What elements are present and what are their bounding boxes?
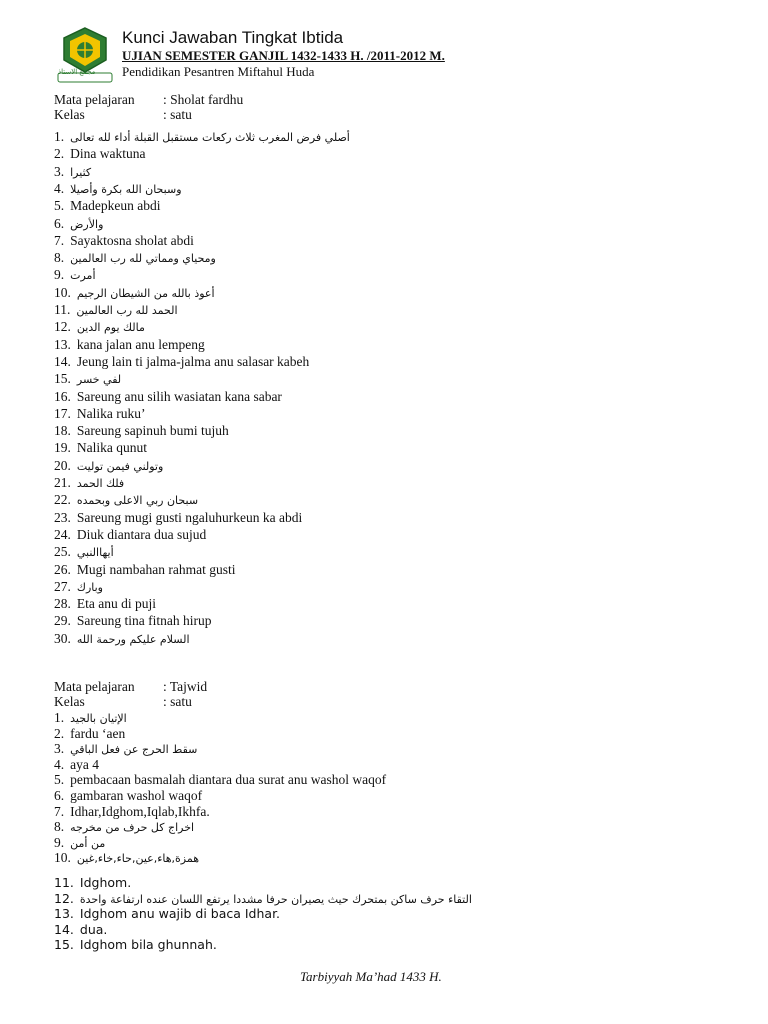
item-number: 11.: [54, 302, 71, 317]
item-number: 24.: [54, 526, 71, 542]
item-number: 1.: [54, 710, 65, 725]
item-answer: Eta anu di puji: [76, 596, 156, 612]
item-answer: aya 4: [70, 756, 99, 772]
item-answer: الإتيان بالجيد: [70, 712, 127, 725]
item-answer: pembacaan basmalah diantara dua surat anu washol waqof: [70, 772, 387, 788]
item-answer: gambaran washol waqof: [70, 788, 203, 803]
class-value: : satu: [163, 107, 192, 122]
item-answer: أيهاالنبي: [76, 546, 114, 560]
list-item: [54, 266, 96, 283]
item-answer: التقاء حرف ساكن بمتحرك حيث يصيران حرفا مشددا يرتفع اللسان عنده ارتفاعة واحدة: [79, 892, 472, 906]
list-item: [54, 612, 211, 629]
list-item: [54, 388, 282, 405]
item-number: 7.: [54, 803, 65, 819]
list-item: [54, 921, 107, 938]
list-item: [54, 834, 105, 851]
item-answer: Nalika ruku’: [76, 405, 146, 421]
item-answer: وتولني فيمن توليت: [76, 459, 164, 473]
list-item: [54, 740, 197, 757]
list-item: [54, 543, 114, 560]
list-item: [54, 197, 160, 214]
item-answer: والأرض: [70, 217, 104, 231]
item-number: 2.: [54, 146, 65, 162]
item-number: 12.: [54, 319, 71, 335]
list-item: [54, 890, 472, 907]
item-number: 4.: [54, 756, 65, 772]
item-answer: سقط الحرج عن فعل الباقي: [70, 743, 198, 757]
list-item: [54, 905, 280, 922]
school-name: Pendidikan Pesantren Miftahul Huda: [122, 64, 315, 79]
item-answer: kana jalan anu lempeng: [76, 336, 205, 352]
list-item: [54, 318, 145, 335]
item-answer: وسبحان الله بكرة وأصيلا: [70, 182, 182, 196]
item-answer: Idghom anu wajib di baca Idhar.: [79, 906, 281, 922]
item-number: 28.: [54, 596, 71, 612]
item-answer: Sareung mugi gusti ngaluhurkeun ka abdi: [76, 509, 303, 525]
item-answer: fardu ‘aen: [70, 725, 126, 741]
class-label: Kelas: [54, 107, 85, 122]
item-number: 13.: [54, 336, 71, 352]
item-answer: Diuk diantara dua sujud: [76, 526, 207, 542]
list-item: [54, 756, 99, 773]
item-number: 22.: [54, 492, 71, 508]
item-number: 17.: [54, 405, 71, 421]
item-number: 7.: [54, 232, 65, 248]
item-answer: Jeung lain ti jalma-jalma anu salasar kabeh: [76, 353, 310, 369]
item-answer: Idghom.: [79, 875, 132, 890]
item-number: 21.: [54, 475, 71, 490]
list-item: [54, 128, 350, 145]
list-item: [54, 422, 229, 439]
item-answer: كثيرا: [70, 165, 92, 179]
item-number: 8.: [54, 819, 65, 835]
item-number: 4.: [54, 180, 65, 196]
list-item: [54, 232, 194, 249]
item-answer: ومحياي ومماتي لله رب العالمين: [70, 252, 216, 266]
item-number: 6.: [54, 788, 65, 803]
list-item: [54, 578, 103, 595]
class-value-2: : satu: [163, 694, 192, 709]
item-number: 9.: [54, 267, 65, 283]
list-item: [54, 474, 124, 491]
class-label-2: Kelas: [54, 694, 85, 709]
list-item: [54, 874, 131, 891]
list-item: [54, 491, 198, 508]
item-number: 3.: [54, 163, 65, 179]
list-item: [54, 630, 190, 647]
item-answer: الحمد لله رب العالمين: [76, 304, 178, 317]
item-answer: سبحان ربي الاعلى وبحمده: [76, 494, 199, 508]
item-number: 26.: [54, 561, 71, 577]
list-item: [54, 370, 121, 387]
item-number: 16.: [54, 388, 71, 404]
list-item: [54, 803, 210, 820]
item-number: 14.: [54, 921, 74, 937]
list-item: [54, 215, 103, 232]
item-number: 12.: [54, 890, 74, 906]
item-number: 18.: [54, 423, 71, 439]
item-answer: السلام عليكم ورحمة الله: [76, 632, 190, 646]
item-answer: اخراج كل حرف من مخرجه: [70, 821, 195, 835]
item-number: 13.: [54, 906, 74, 922]
list-item: [54, 709, 127, 726]
list-item: [54, 439, 147, 456]
list-item: [54, 249, 216, 266]
item-answer: Sareung tina fitnah hirup: [76, 613, 212, 629]
item-number: 3.: [54, 741, 65, 757]
item-number: 14.: [54, 353, 71, 369]
subject-value-2: : Tajwid: [163, 679, 208, 694]
item-number: 8.: [54, 250, 65, 266]
list-item: [54, 353, 309, 370]
item-number: 1.: [54, 129, 65, 144]
list-item: [54, 818, 194, 835]
item-answer: همزة,هاء,عين,حاء,خاء,غين: [76, 852, 200, 866]
item-answer: Dina waktuna: [70, 146, 146, 162]
list-item: [54, 336, 205, 353]
item-answer: Sayaktosna sholat abdi: [70, 232, 194, 248]
subject-label-2: Mata pelajaran: [54, 679, 135, 694]
item-number: 9.: [54, 834, 65, 850]
list-item: [54, 526, 206, 543]
item-answer: أمرت: [70, 269, 96, 283]
item-number: 19.: [54, 440, 71, 456]
item-answer: dua.: [79, 921, 108, 937]
list-item: [54, 145, 145, 162]
item-answer: فلك الحمد: [76, 477, 125, 490]
item-answer: Mugi nambahan rahmat gusti: [76, 561, 236, 577]
item-answer: أعوذ بالله من الشيطان الرجيم: [76, 286, 215, 300]
list-item: [54, 725, 125, 742]
item-answer: Idghom bila ghunnah.: [79, 937, 217, 953]
item-answer: Madepkeun abdi: [70, 198, 161, 214]
list-item: [54, 561, 235, 578]
item-answer: لفي خسر: [76, 373, 122, 387]
list-item: [54, 301, 178, 318]
item-number: 29.: [54, 613, 71, 629]
list-item: [54, 936, 217, 953]
logo-caption: مجمع الاستاذ: [58, 68, 96, 76]
page-title: Kunci Jawaban Tingkat Ibtida: [122, 28, 344, 47]
item-answer: أصلي فرض المغرب ثلاث ركعات مستقبل القبلة أداء لله تعالى: [70, 131, 350, 144]
item-number: 27.: [54, 578, 71, 594]
item-number: 2.: [54, 725, 65, 741]
item-answer: Nalika qunut: [76, 440, 147, 456]
list-item: [54, 163, 91, 180]
item-number: 11.: [54, 875, 74, 890]
item-number: 10.: [54, 850, 71, 866]
exam-title: UJIAN SEMESTER GANJIL 1432-1433 H. /2011-2012 M.: [122, 48, 445, 63]
item-number: 6.: [54, 215, 65, 231]
list-item: [54, 771, 386, 788]
item-answer: Idhar,Idghom,Iqlab,Ikhfa.: [70, 803, 210, 819]
footer-text: Tarbiyyah Ma’had 1433 H.: [300, 969, 442, 984]
list-item: [54, 180, 182, 197]
item-number: 5.: [54, 772, 65, 788]
item-number: 20.: [54, 457, 71, 473]
item-number: 25.: [54, 544, 71, 560]
item-answer: من أمن: [70, 836, 106, 850]
item-answer: مالك يوم الدين: [76, 321, 145, 335]
list-item: [54, 595, 156, 612]
item-number: 30.: [54, 630, 71, 646]
subject-value: : Sholat fardhu: [163, 92, 244, 107]
list-item: [54, 787, 202, 804]
subject-label: Mata pelajaran: [54, 92, 135, 107]
list-item: [54, 284, 215, 301]
item-number: 15.: [54, 937, 74, 953]
list-item: [54, 457, 163, 474]
item-number: 10.: [54, 284, 71, 300]
item-number: 23.: [54, 509, 71, 525]
item-answer: Sareung sapinuh bumi tujuh: [76, 423, 229, 439]
list-item: [54, 405, 145, 422]
list-item: [54, 849, 199, 866]
item-number: 15.: [54, 371, 71, 387]
item-number: 5.: [54, 198, 65, 214]
list-item: [54, 509, 302, 526]
item-answer: وبارك: [76, 580, 103, 594]
item-answer: Sareung anu silih wasiatan kana sabar: [76, 388, 282, 404]
